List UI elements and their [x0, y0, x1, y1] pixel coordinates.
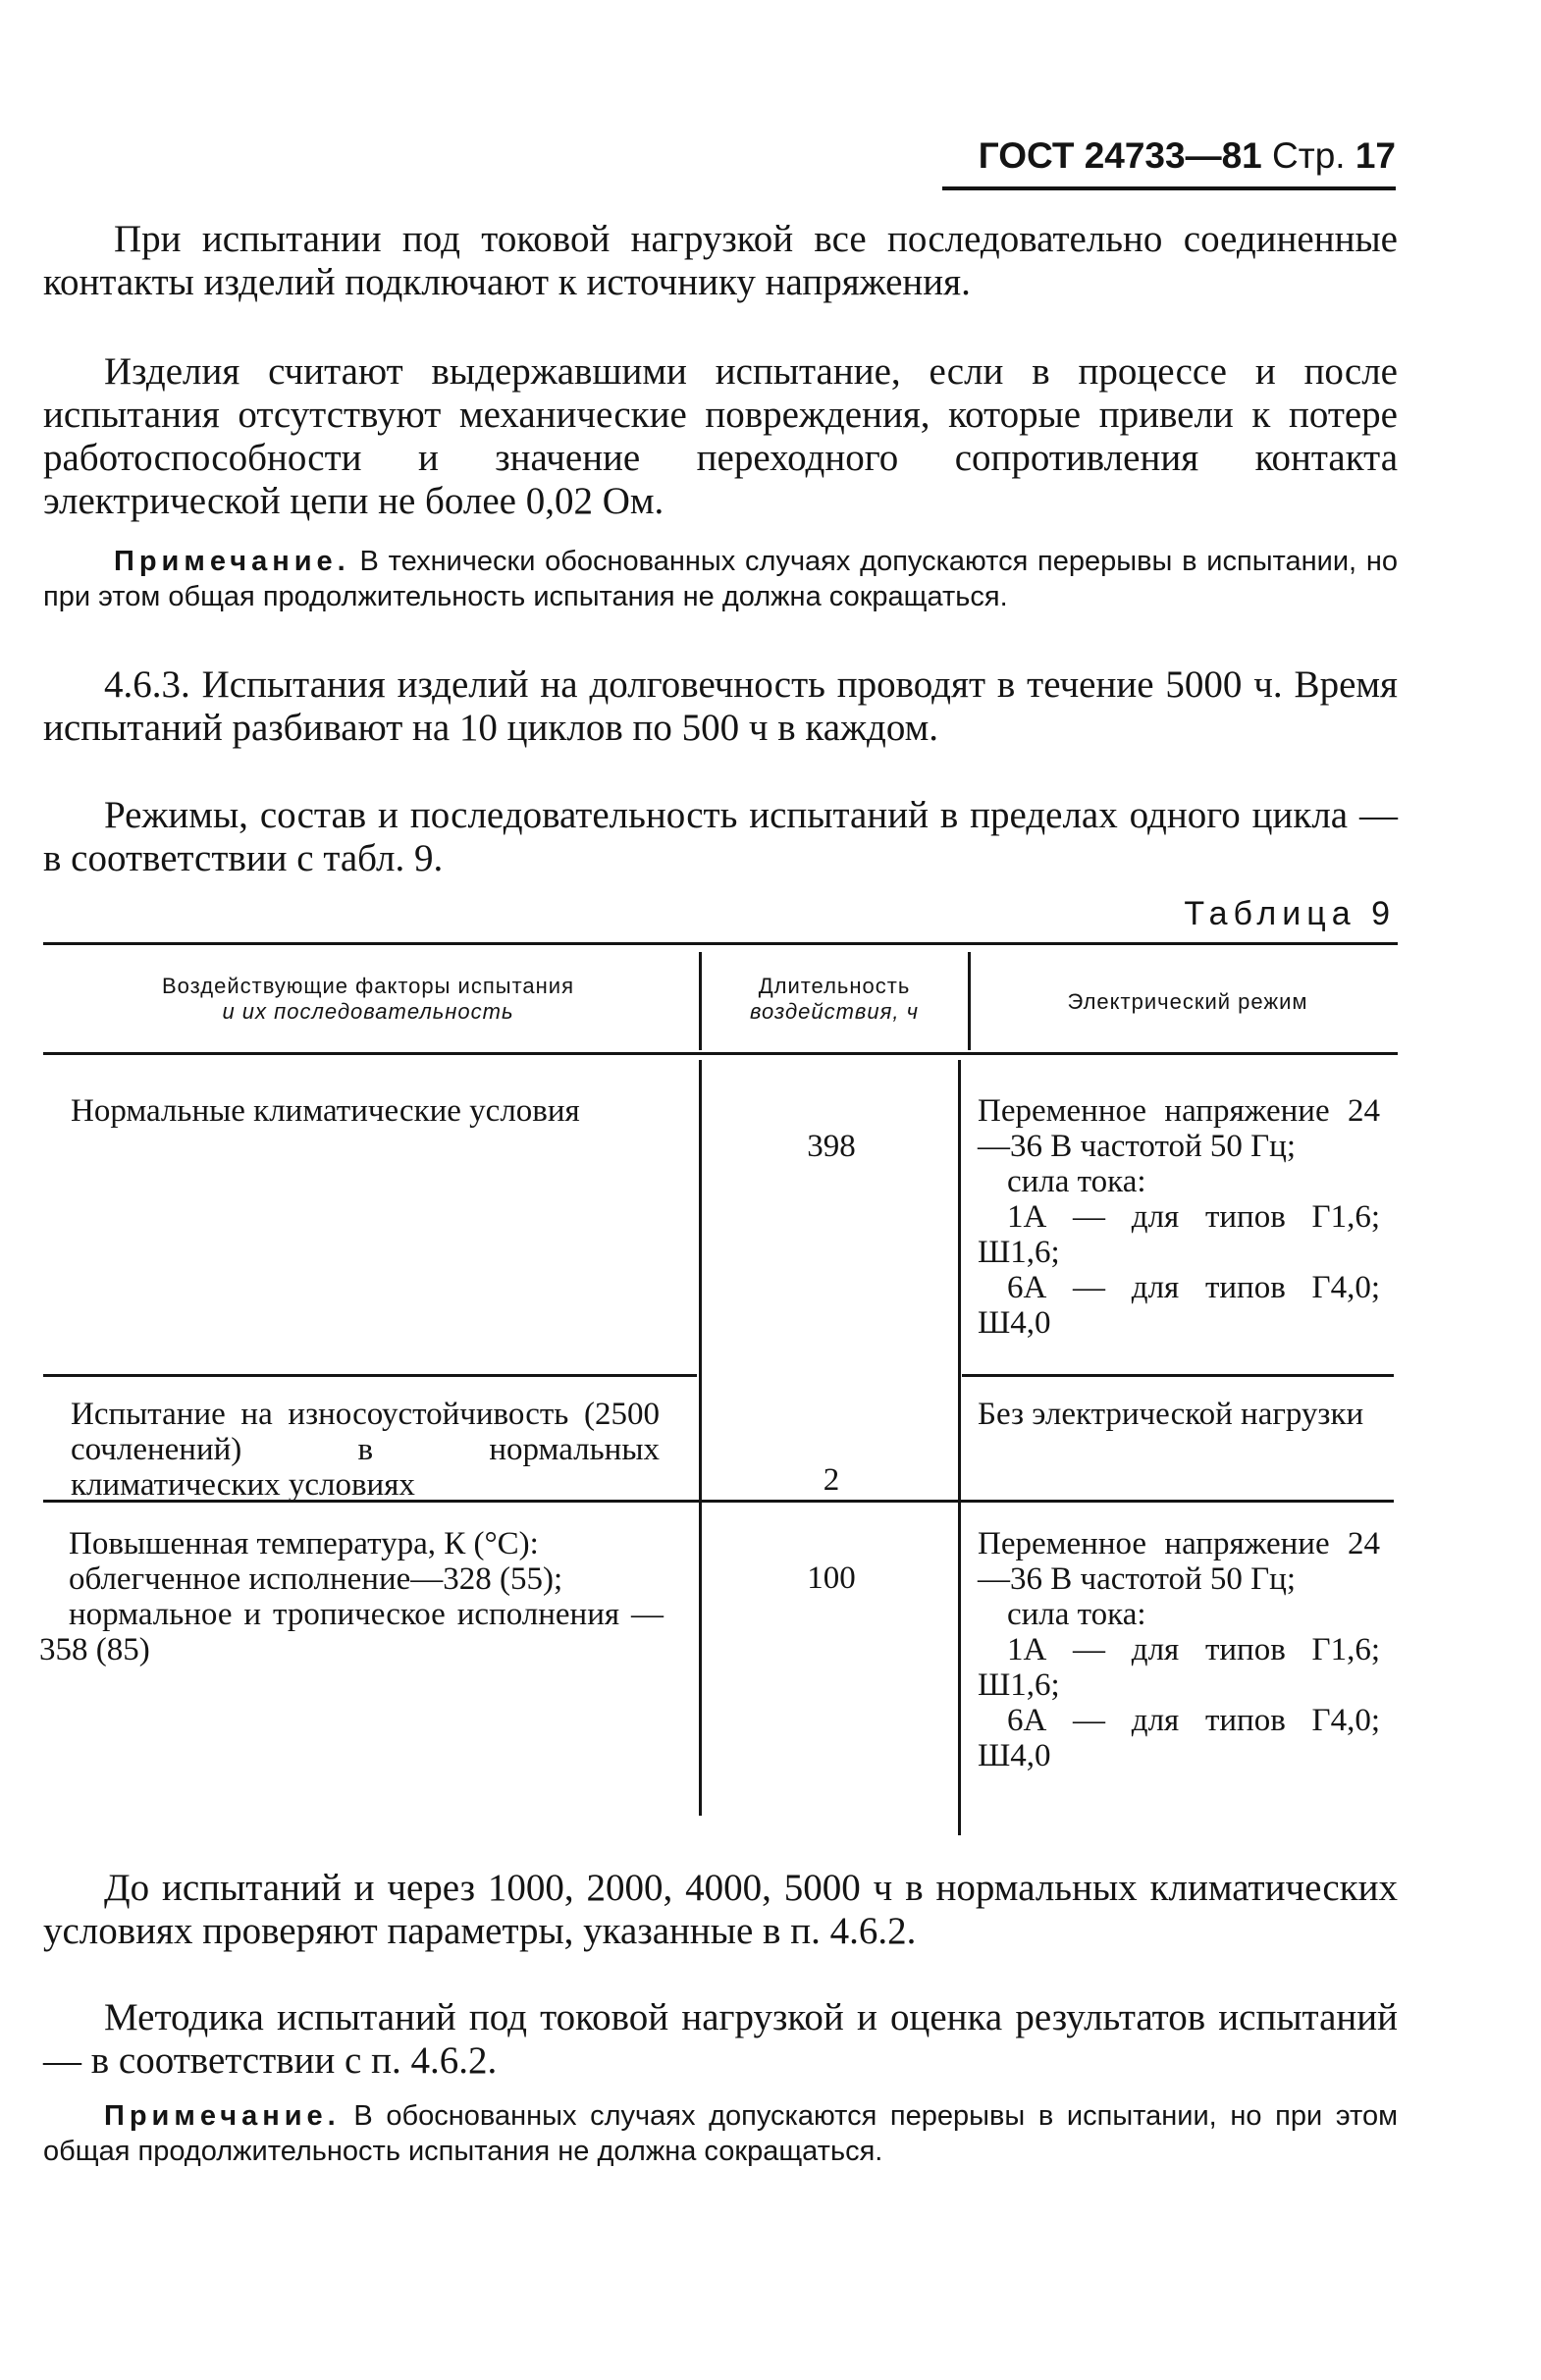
paragraph-1: При испытании под токовой нагрузкой все последовательно соединенные контакты изделий подключают к источнику напряжения. — [43, 218, 1398, 303]
paragraph-6: Методика испытаний под токовой нагрузкой и оценка результатов испытаний — в соответствии с п. 4.6.2. — [43, 1996, 1398, 2082]
row-2-duration: 2 — [823, 1462, 840, 1498]
paragraph-2: Изделия считают выдержавшими испытание, если в процессе и после испытания отсутствуют механические повреждения, которые привели к потере работоспособности и значение переходного сопротивления контакта электрической цепи не более 0,02 Ом. — [43, 350, 1398, 522]
row-2-rule-right — [962, 1500, 1394, 1503]
note-2-text: В обоснованных случаях допускаются перерывы в испытании, но при этом общая продолжительность испытания не должна сокращаться. — [43, 2100, 1399, 2167]
row-1-rule-left — [43, 1374, 697, 1377]
header-factors: Воздействующие факторы испытания и их последовательность — [161, 974, 574, 1024]
row-3-mode: Переменное напряжение 24—36 В частотой 50 Гц; сила тока: 1А — для типов Г1,6; Ш1,6; 6А — для типов Г4,0; Ш4,0 — [978, 1526, 1380, 1773]
header-duration: Длительность воздействия, ч — [749, 974, 919, 1024]
note-2 — [43, 2098, 1398, 2169]
paragraph-4: Режимы, состав и последовательность испытаний в пределах одного цикла — в соответствии с табл. 9. — [43, 794, 1398, 879]
body-divider-1 — [699, 1060, 702, 1816]
header-divider-1 — [699, 952, 702, 1050]
row-3-factor: Повышенная температура, К (°С): облегченное исполнение—328 (55); нормальное и тропическое исполнения — 358 (85) — [39, 1526, 664, 1667]
note-1-label: Примечание. — [114, 546, 350, 577]
paragraph-5: До испытаний и через 1000, 2000, 4000, 5000 ч в нормальных климатических условиях проверяют параметры, указанные в п. 4.6.2. — [43, 1867, 1398, 1952]
header-divider-2 — [968, 952, 971, 1050]
row-2-rule — [43, 1500, 966, 1503]
note-2-label: Примечание. — [104, 2100, 341, 2132]
row-1-duration: 398 — [807, 1129, 856, 1164]
row-2-factor: Испытание на износоустойчивость (2500 сочленений) в нормальных климатических условиях — [71, 1397, 660, 1503]
page-label: Стр. — [1272, 135, 1346, 176]
header-mode: Электрический режим — [1067, 989, 1308, 1014]
page-header — [942, 126, 1396, 190]
document-code: ГОСТ 24733—81 — [978, 135, 1262, 176]
row-1-mode: Переменное напряжение 24—36 В частотой 50 Гц; сила тока: 1А — для типов Г1,6; Ш1,6; 6А — для типов Г4,0; Ш4,0 — [978, 1093, 1380, 1341]
row-1-rule-right — [962, 1374, 1394, 1377]
body-divider-2 — [958, 1060, 961, 1835]
table-header-rule — [43, 1052, 1398, 1055]
table-caption: Таблица 9 — [1184, 895, 1396, 932]
page-number: 17 — [1355, 135, 1396, 176]
row-2-mode: Без электрической нагрузки — [978, 1397, 1364, 1432]
paragraph-3: 4.6.3. Испытания изделий на долговечность проводят в течение 5000 ч. Время испытаний разбивают на 10 циклов по 500 ч в каждом. — [43, 663, 1398, 749]
row-1-factor: Нормальные климатические условия — [71, 1093, 580, 1129]
row-3-duration: 100 — [807, 1560, 856, 1596]
note-1 — [43, 544, 1398, 614]
note-1-text: В технически обоснованных случаях допускаются перерывы в испытании, но при этом общая продолжительность испытания не должна сокращаться. — [43, 546, 1398, 612]
table-top-rule — [43, 942, 1398, 945]
